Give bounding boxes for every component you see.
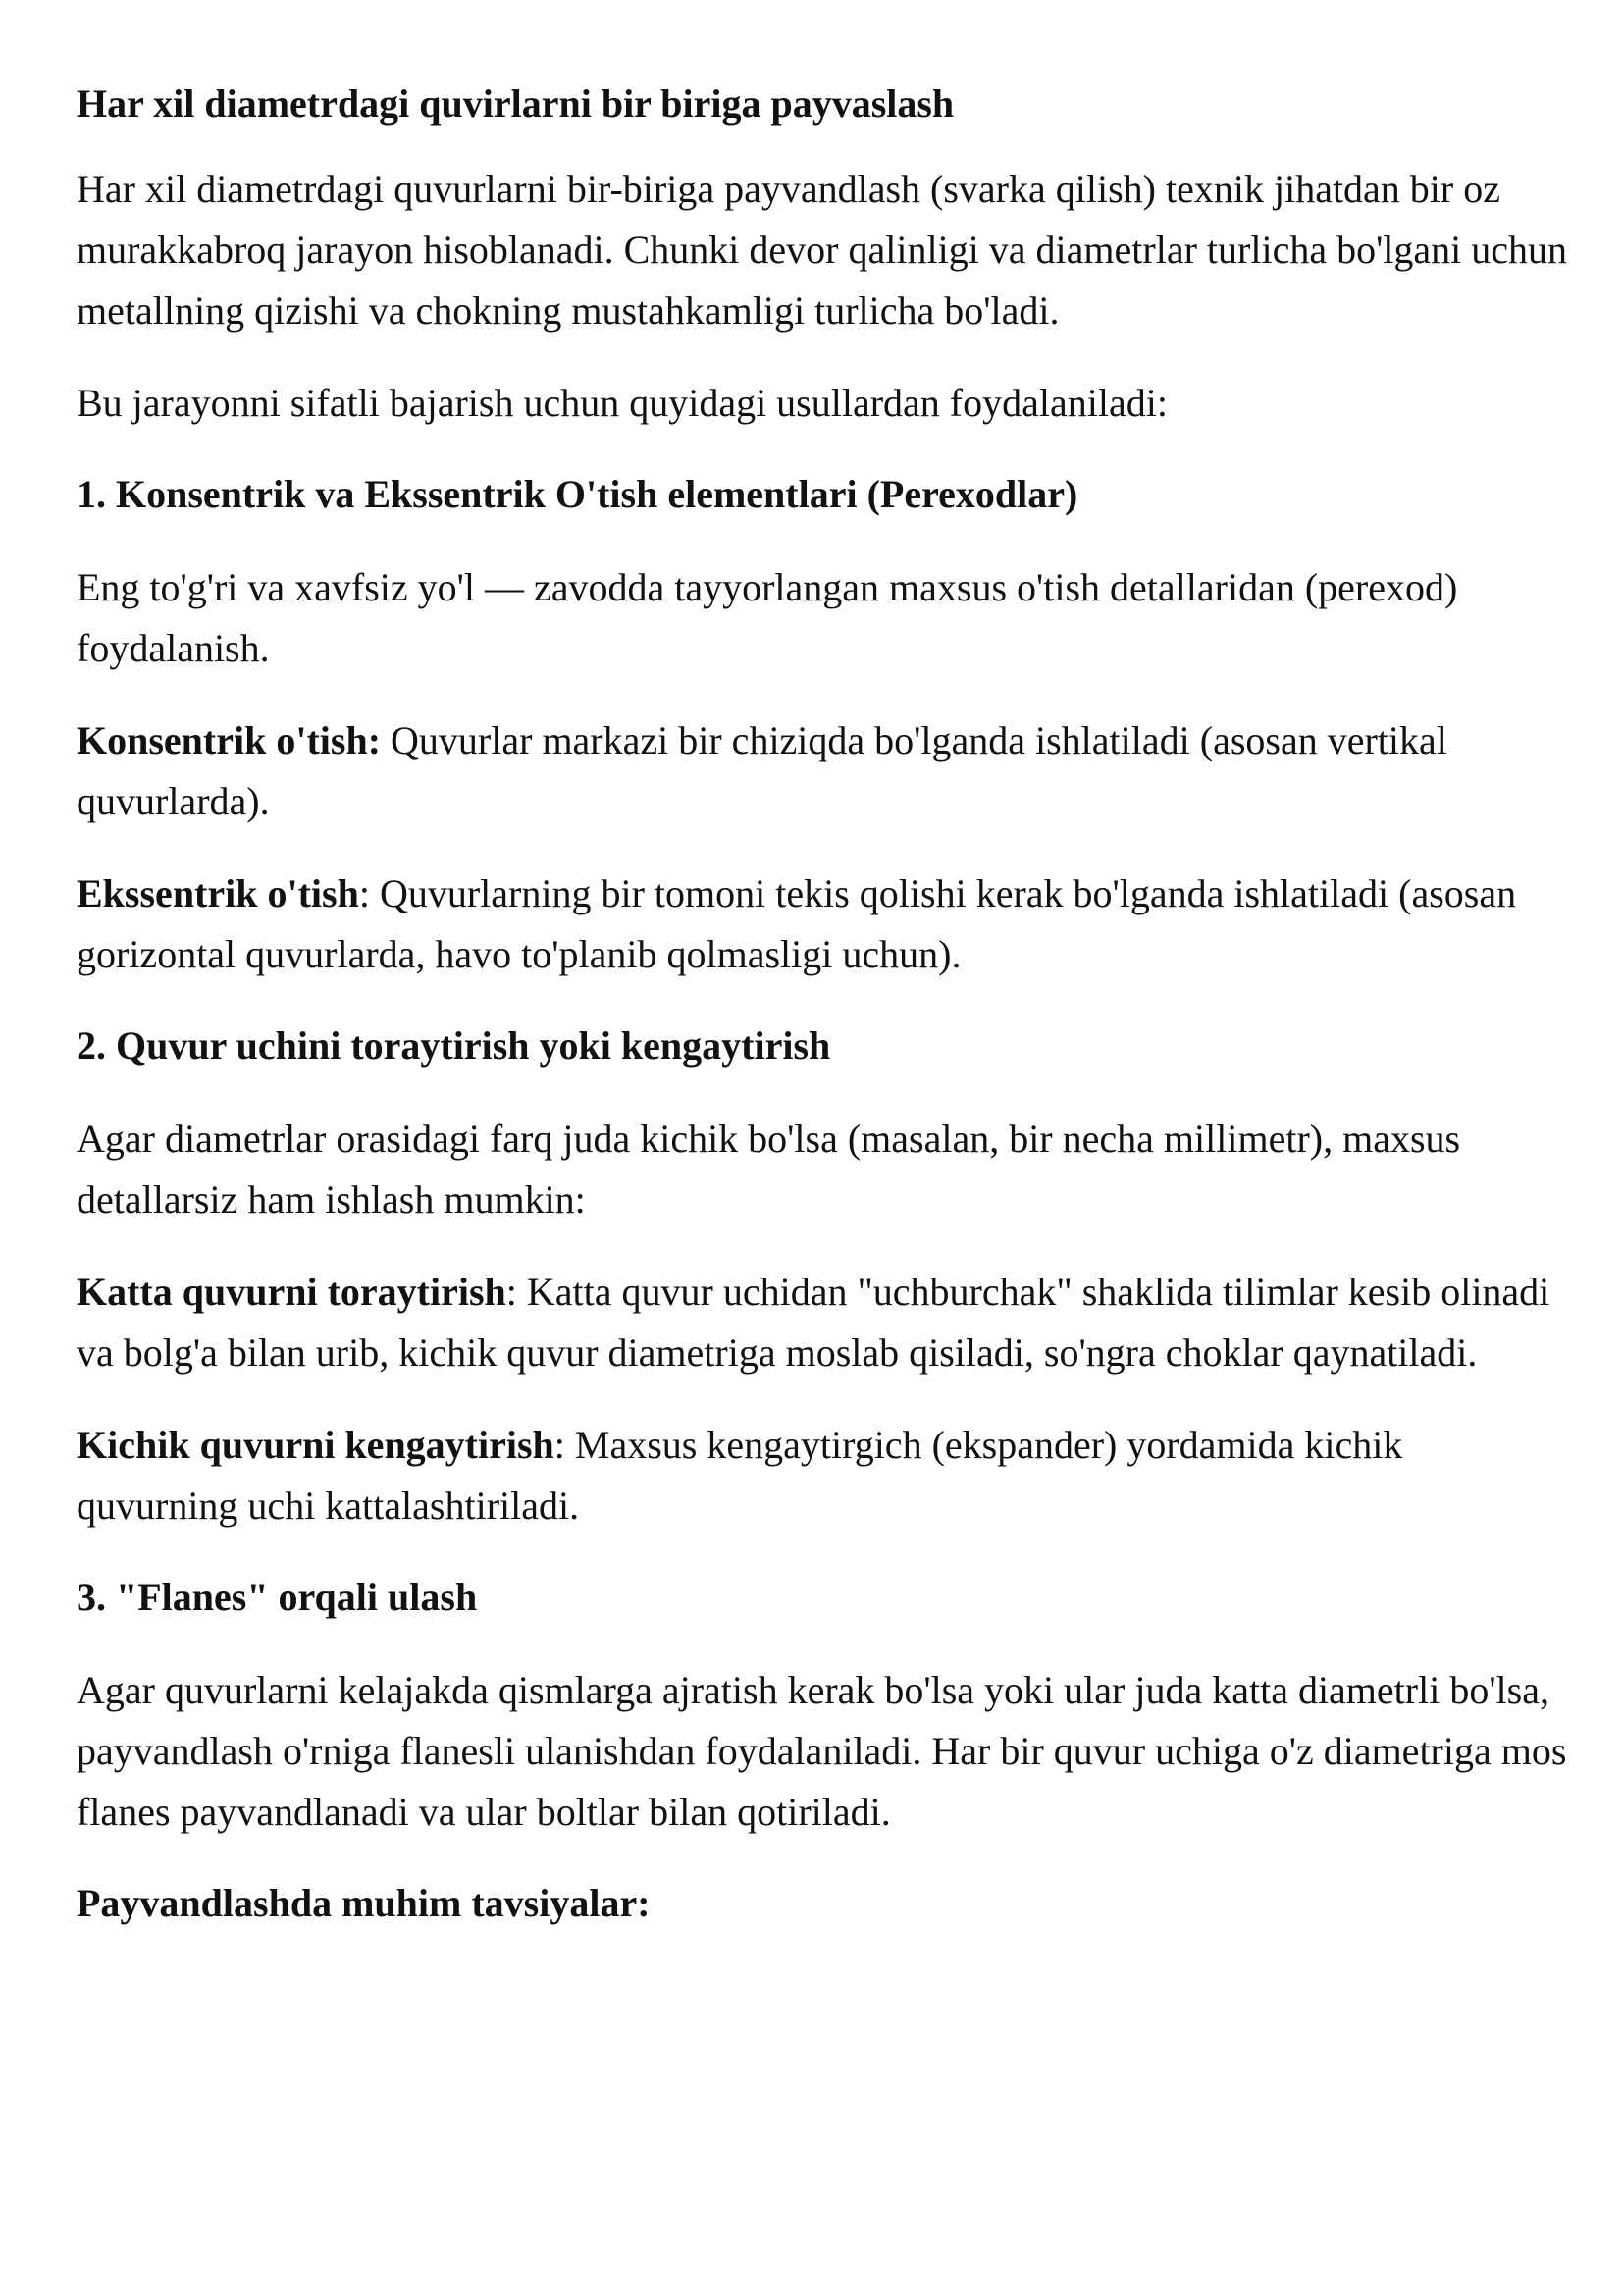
recommendations-heading: Payvandlashda muhim tavsiyalar:: [77, 1881, 651, 1925]
eccentric-description: : Quvurlarning bir tomoni tekis qolishi kerak bo'lganda ishlatiladi (asosan gorizontal quvurlarda, havo to'planib qolmasligi uchun).: [77, 871, 1517, 976]
term-narrowing: Katta quvurni toraytirish: [77, 1270, 506, 1314]
section-2-text: Agar diametrlar orasidagi farq juda kichik bo'lsa (masalan, bir necha millimetr), maxsus detallarsiz ham ishlash mumkin:: [77, 1117, 1461, 1222]
term-eccentric: Ekssentrik o'tish: [77, 871, 359, 915]
expanding-description: : Maxsus kengaytirgich (ekspander) yordamida kichik quvurning uchi kattalashtiriladi.: [77, 1423, 1403, 1528]
section-3-heading: 3. "Flanes" orqali ulash: [77, 1575, 478, 1619]
term-expanding: Kichik quvurni kengaytirish: [77, 1423, 554, 1467]
document-page: [77, 75, 1568, 1966]
section-3-text: Agar quvurlarni kelajakda qismlarga ajratish kerak bo'lsa yoki ular juda katta diametrli bo'lsa, payvandlash o'rniga flanesli ulanishdan foydalaniladi. Har bir quvur uchiga o'z diametriga mos flanes payvandlanadi va ular boltlar bilan qotiriladi.: [77, 1668, 1567, 1834]
intro-paragraph: Har xil diametrdagi quvurlarni bir-biriga payvandlash (svarka qilish) texnik jihatdan bir oz murakkabroq jarayon hisoblanadi. Chunki devor qalinligi va diametrlar turlicha bo'lgani uchun metallning qizishi va chokning mustahkamligi turlicha bo'ladi.: [77, 167, 1568, 333]
methods-intro: Bu jarayonni sifatli bajarish uchun quyidagi usullardan foydalaniladi:: [77, 381, 1168, 425]
section-1-item-concentric: [77, 710, 1568, 832]
section-2-item-expanding: [77, 1415, 1568, 1537]
narrowing-description: : Katta quvur uchidan "uchburchak" shaklida tilimlar kesib olinadi va bolg'a bilan urib, kichik quvur diametriga moslab qisiladi, so'ngra choklar qaynatiladi.: [77, 1270, 1550, 1375]
section-1-heading: 1. Konsentrik va Ekssentrik O'tish elementlari (Perexodlar): [77, 472, 1078, 516]
term-concentric: Konsentrik o'tish:: [77, 718, 382, 762]
section-1-text: Eng to'g'ri va xavfsiz yo'l — zavodda tayyorlangan maxsus o'tish detallaridan (perexod) foydalanish.: [77, 565, 1458, 670]
concentric-description: Quvurlar markazi bir chiziqda bo'lganda ishlatiladi (asosan vertikal quvurlarda).: [77, 718, 1447, 823]
document-title: Har xil diametrdagi quvirlarni bir biriga payvaslash: [77, 81, 955, 126]
section-2-heading: 2. Quvur uchini toraytirish yoki kengaytirish: [77, 1023, 831, 1068]
section-1-item-eccentric: [77, 863, 1568, 985]
section-2-item-narrowing: [77, 1262, 1568, 1383]
